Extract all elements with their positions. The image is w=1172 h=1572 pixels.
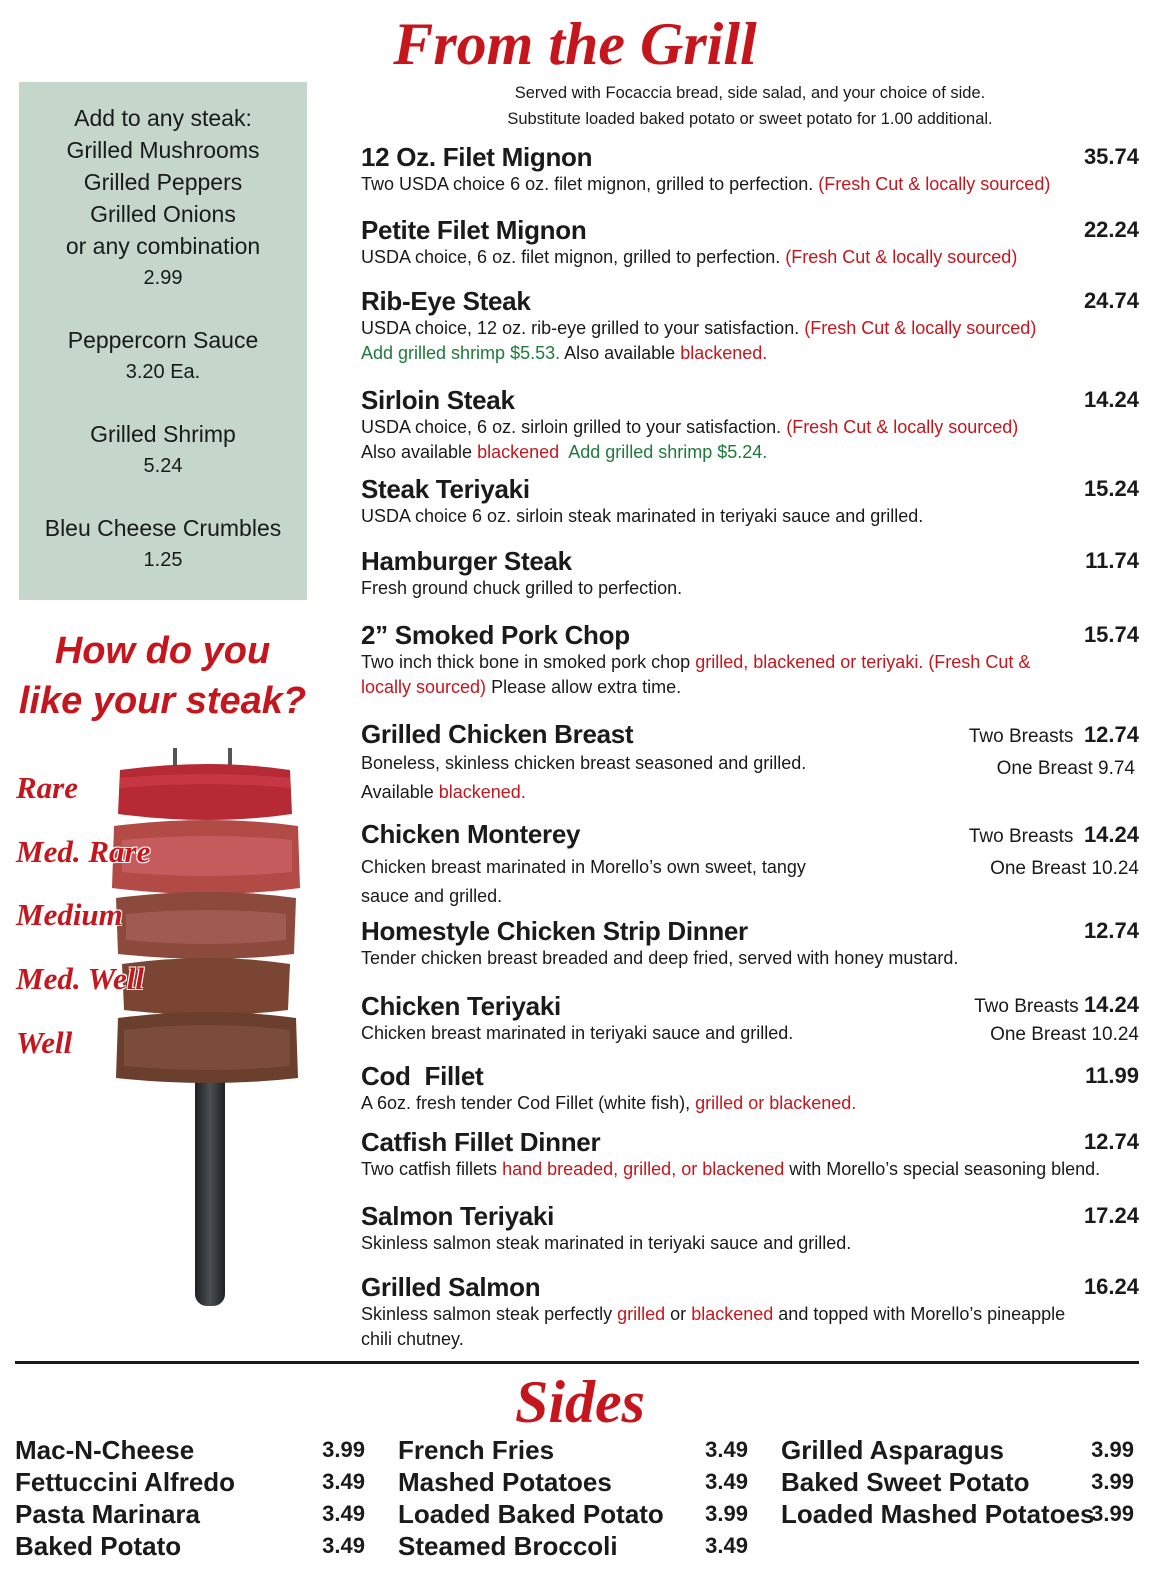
menu-item-catfish-dinner: [361, 1127, 1139, 1182]
item-description: USDA choice, 6 oz. filet mignon, grilled to perfection. (Fresh Cut & locally sourced): [361, 247, 1018, 267]
addon-peppercorn-price: 3.20 Ea.: [125, 361, 201, 383]
side-item: Pasta Marinara 3.49: [15, 1499, 365, 1529]
steak-addons-panel: [19, 82, 307, 600]
item-name: Steak Teriyaki: [361, 474, 530, 504]
steak-on-fork-image: [110, 748, 310, 1308]
item-description: Tender chicken breast breaded and deep fried, served with honey mustard.: [361, 948, 959, 968]
addon-combination: or any combination: [65, 233, 261, 259]
addon-bleu-cheese: Bleu Cheese Crumbles: [44, 515, 282, 541]
item-description: Skinless salmon steak perfectly grilled or blackened and topped with Morello’s pineapple chili chutney.: [361, 1304, 1066, 1349]
item-price: 35.74: [1083, 144, 1139, 169]
item-description: USDA choice 6 oz. sirloin steak marinated in teriyaki sauce and grilled.: [361, 506, 924, 526]
item-price: 15.74: [1083, 622, 1139, 647]
menu-item-salmon-teriyaki: [361, 1201, 1139, 1256]
side-item: Baked Potato 3.49: [15, 1531, 365, 1561]
menu-item-sirloin: [361, 385, 1139, 465]
item-price-options: Two Breasts 14.24 One Breast 10.24: [968, 822, 1139, 879]
side-item: Fettuccini Alfredo 3.49: [15, 1467, 365, 1497]
item-price: 15.24: [1083, 476, 1139, 501]
item-extras: Available blackened.: [361, 782, 526, 802]
item-name: 12 Oz. Filet Mignon: [361, 142, 593, 172]
side-item: Steamed Broccoli 3.49: [398, 1531, 748, 1561]
side-item: Loaded Baked Potato 3.99: [398, 1499, 748, 1529]
item-extras: Also available blackened Add grilled shrimp $5.24.: [361, 442, 768, 462]
menu-item-grilled-chicken-breast: [361, 719, 1139, 805]
sides-column-3: [781, 1434, 1134, 1530]
steak-question: [10, 626, 315, 726]
addon-peppercorn: Peppercorn Sauce: [67, 327, 259, 353]
subtitle-line-2: Substitute loaded baked potato or sweet potato for 1.00 additional.: [507, 110, 993, 128]
side-item: Mashed Potatoes 3.49: [398, 1467, 748, 1497]
section-divider: [15, 1361, 1139, 1364]
item-price: 17.24: [1083, 1203, 1139, 1228]
addon-veg-price: 2.99: [143, 267, 183, 289]
item-price: 16.24: [1083, 1274, 1139, 1299]
doneness-rare: Rare: [16, 770, 78, 805]
item-price: 11.99: [1085, 1063, 1139, 1088]
item-description: Two USDA choice 6 oz. filet mignon, grilled to perfection. (Fresh Cut & locally sourced): [361, 174, 1051, 194]
item-description: Skinless salmon steak marinated in teriyaki sauce and grilled.: [361, 1233, 852, 1253]
addon-bleu-cheese-price: 1.25: [143, 549, 183, 571]
item-price: 12.74: [1083, 1129, 1139, 1154]
item-description: Two inch thick bone in smoked pork chop grilled, blackened or teriyaki. (Fresh Cut & locally sourced) Please allow extra time.: [361, 652, 1031, 697]
menu-item-hamburger-steak: [361, 546, 1139, 601]
side-item: Grilled Asparagus 3.99: [781, 1435, 1134, 1465]
sides-title: Sides: [514, 1369, 646, 1435]
addons-heading: Add to any steak:: [74, 105, 252, 131]
item-name: Homestyle Chicken Strip Dinner: [361, 916, 748, 946]
page-title: From the Grill: [393, 11, 757, 77]
item-name: Rib-Eye Steak: [361, 286, 531, 316]
steak-question-line-1: How do you: [54, 630, 271, 672]
addon-mushrooms: Grilled Mushrooms: [66, 137, 260, 163]
steak-question-line-2: like your steak?: [18, 680, 307, 722]
menu-item-pork-chop: [361, 620, 1139, 700]
menu-item-filet-mignon: [361, 142, 1139, 197]
menu-item-chicken-teriyaki: [361, 991, 1139, 1046]
item-name: Hamburger Steak: [361, 546, 572, 576]
addon-onions: Grilled Onions: [90, 201, 236, 227]
item-extras: Add grilled shrimp $5.53. Also available blackened.: [361, 343, 768, 363]
menu-item-petite-filet: [361, 215, 1139, 270]
item-description: Two catfish fillets hand breaded, grilled, or blackened with Morello’s special seasoning blend.: [361, 1159, 1101, 1179]
item-name: Chicken Teriyaki: [361, 991, 561, 1021]
doneness-medium: Medium: [16, 897, 123, 932]
item-price: 24.74: [1083, 288, 1139, 313]
item-description: Fresh ground chuck grilled to perfection.: [361, 578, 683, 598]
sides-column-2: [398, 1434, 748, 1562]
item-price-options: Two Breasts 14.24 One Breast 10.24: [974, 992, 1139, 1045]
addon-shrimp-price: 5.24: [143, 455, 183, 477]
subtitle-line-1: Served with Focaccia bread, side salad, and your choice of side.: [514, 84, 986, 102]
item-name: Chicken Monterey: [361, 819, 581, 849]
item-name: 2” Smoked Pork Chop: [361, 620, 630, 650]
header-subtitle: [360, 80, 1140, 132]
item-description: A 6oz. fresh tender Cod Fillet (white fish), grilled or blackened.: [361, 1093, 857, 1113]
menu-item-cod-fillet: [361, 1061, 1139, 1116]
item-price: 22.24: [1083, 217, 1139, 242]
item-name: Petite Filet Mignon: [361, 215, 587, 245]
item-name: Grilled Chicken Breast: [361, 719, 634, 749]
side-item: Mac-N-Cheese 3.99: [15, 1435, 365, 1465]
doneness-well: Well: [16, 1025, 73, 1060]
item-name: Cod Fillet: [361, 1061, 484, 1091]
doneness-med-well: Med. Well: [16, 961, 145, 996]
menu-item-steak-teriyaki: [361, 474, 1139, 529]
item-description: USDA choice, 12 oz. rib-eye grilled to your satisfaction. (Fresh Cut & locally sourced): [361, 318, 1037, 338]
addon-peppers: Grilled Peppers: [83, 169, 243, 195]
side-item: French Fries 3.49: [398, 1435, 748, 1465]
item-name: Grilled Salmon: [361, 1272, 541, 1302]
item-description: Chicken breast marinated in teriyaki sauce and grilled.: [361, 1023, 794, 1043]
side-item: Loaded Mashed Potatoes 3.99: [781, 1499, 1134, 1529]
menu-item-grilled-salmon: [361, 1272, 1139, 1352]
item-price: 14.24: [1083, 387, 1139, 412]
addon-shrimp: Grilled Shrimp: [90, 421, 236, 447]
menu-item-chicken-monterey: [361, 819, 1139, 911]
item-description: Chicken breast marinated in Morello’s own sweet, tangy sauce and grilled.: [361, 857, 806, 906]
menu-item-chicken-strip-dinner: [361, 916, 1139, 971]
item-name: Sirloin Steak: [361, 385, 515, 415]
item-price: 11.74: [1085, 548, 1139, 573]
item-name: Catfish Fillet Dinner: [361, 1127, 601, 1157]
item-description: USDA choice, 6 oz. sirloin grilled to your satisfaction. (Fresh Cut & locally sourced): [361, 417, 1019, 437]
item-name: Salmon Teriyaki: [361, 1201, 554, 1231]
sides-column-1: [15, 1434, 365, 1562]
item-price-options: Two Breasts 12.74 One Breast 9.74: [968, 722, 1139, 779]
item-description: Boneless, skinless chicken breast seasoned and grilled.: [361, 753, 807, 773]
doneness-med-rare: Med. Rare: [16, 834, 151, 869]
menu-item-rib-eye: [361, 286, 1139, 366]
item-price: 12.74: [1083, 918, 1139, 943]
side-item: Baked Sweet Potato 3.99: [781, 1467, 1134, 1497]
